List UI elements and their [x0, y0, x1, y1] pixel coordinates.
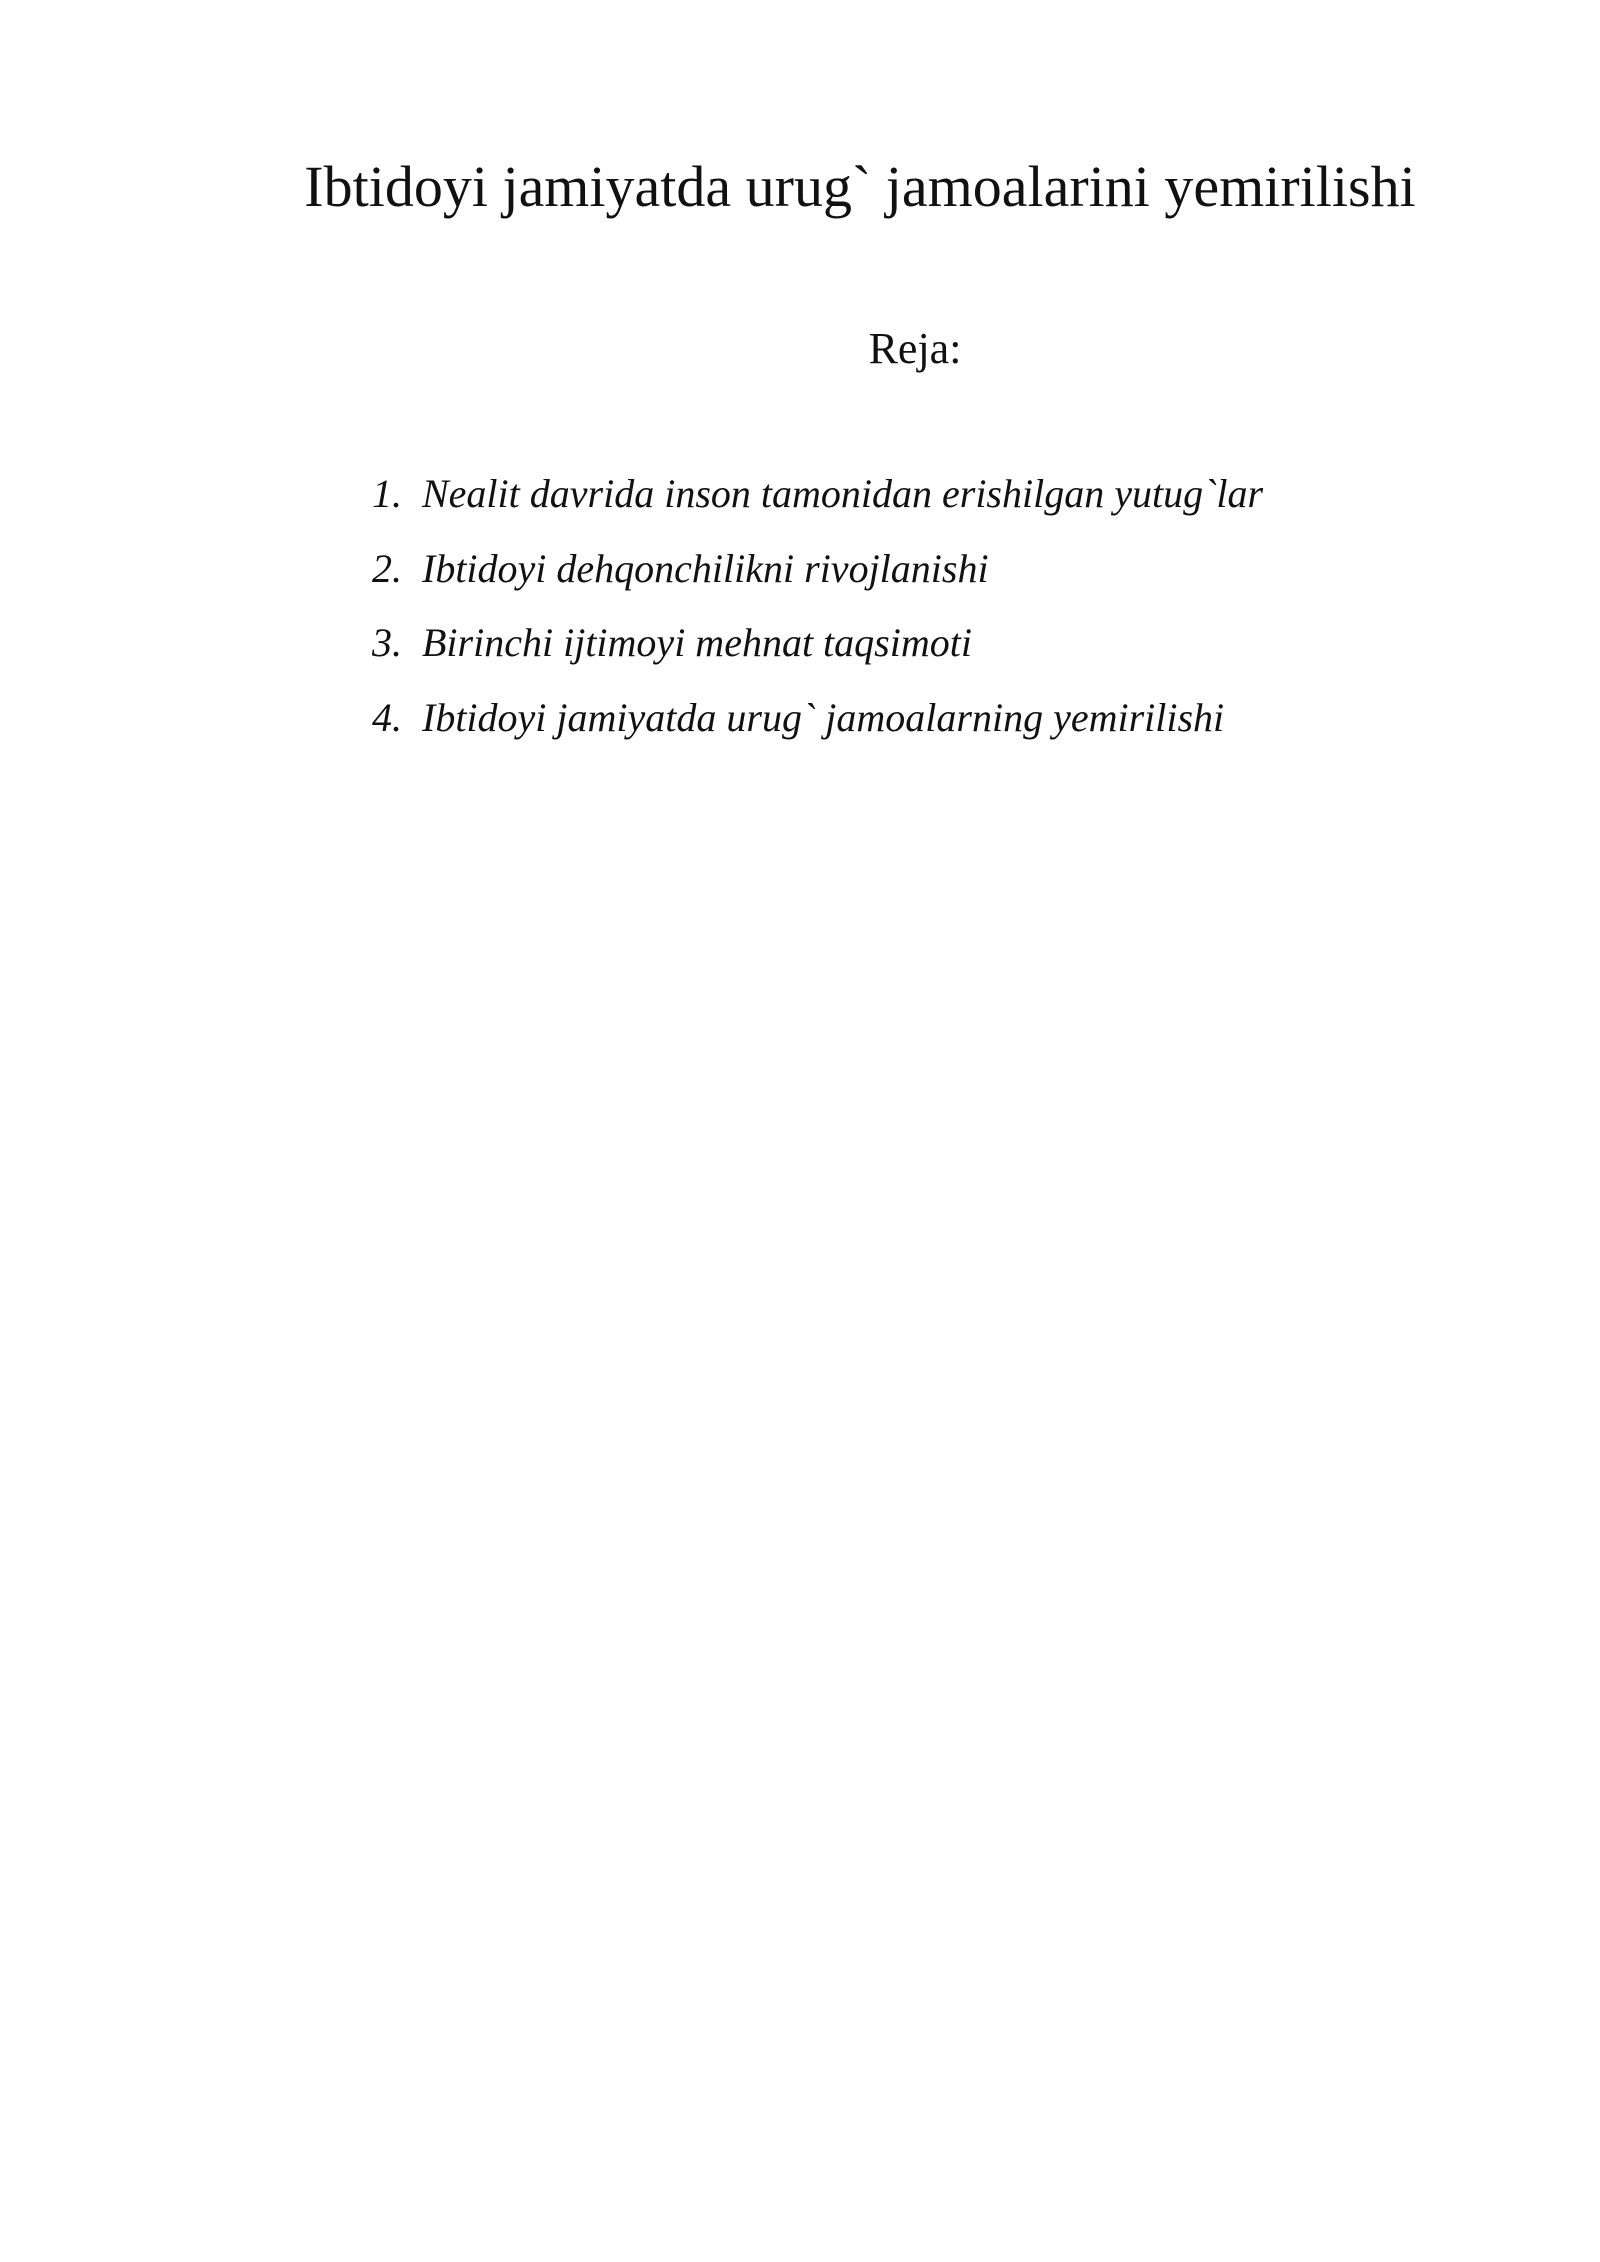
plan-item-text: Ibtidoyi dehqonchilikni rivojlanishi [422, 545, 989, 591]
plan-item-text: Ibtidoyi jamiyatda urug` jamoalarning yemirilishi [422, 694, 1225, 740]
plan-item [372, 619, 1263, 694]
plan-item-text: Birinchi ijtimoyi mehnat taqsimoti [422, 620, 972, 665]
plan-item-text: Nealit davrida inson tamonidan erishilgan yutug`lar [422, 471, 1264, 516]
plan-item-number: 1. [372, 471, 402, 516]
plan-item-number: 4. [372, 694, 402, 740]
plan-heading: Reja: [868, 324, 962, 373]
document-title: Ibtidoyi jamiyatda urug` jamoalarini yemirilishi [304, 154, 1416, 219]
plan-item [372, 545, 1263, 620]
plan-item [372, 694, 1263, 769]
plan-item [372, 470, 1263, 545]
plan-item-number: 2. [372, 545, 402, 591]
plan-item-number: 3. [372, 620, 402, 665]
plan-list [372, 470, 1263, 768]
